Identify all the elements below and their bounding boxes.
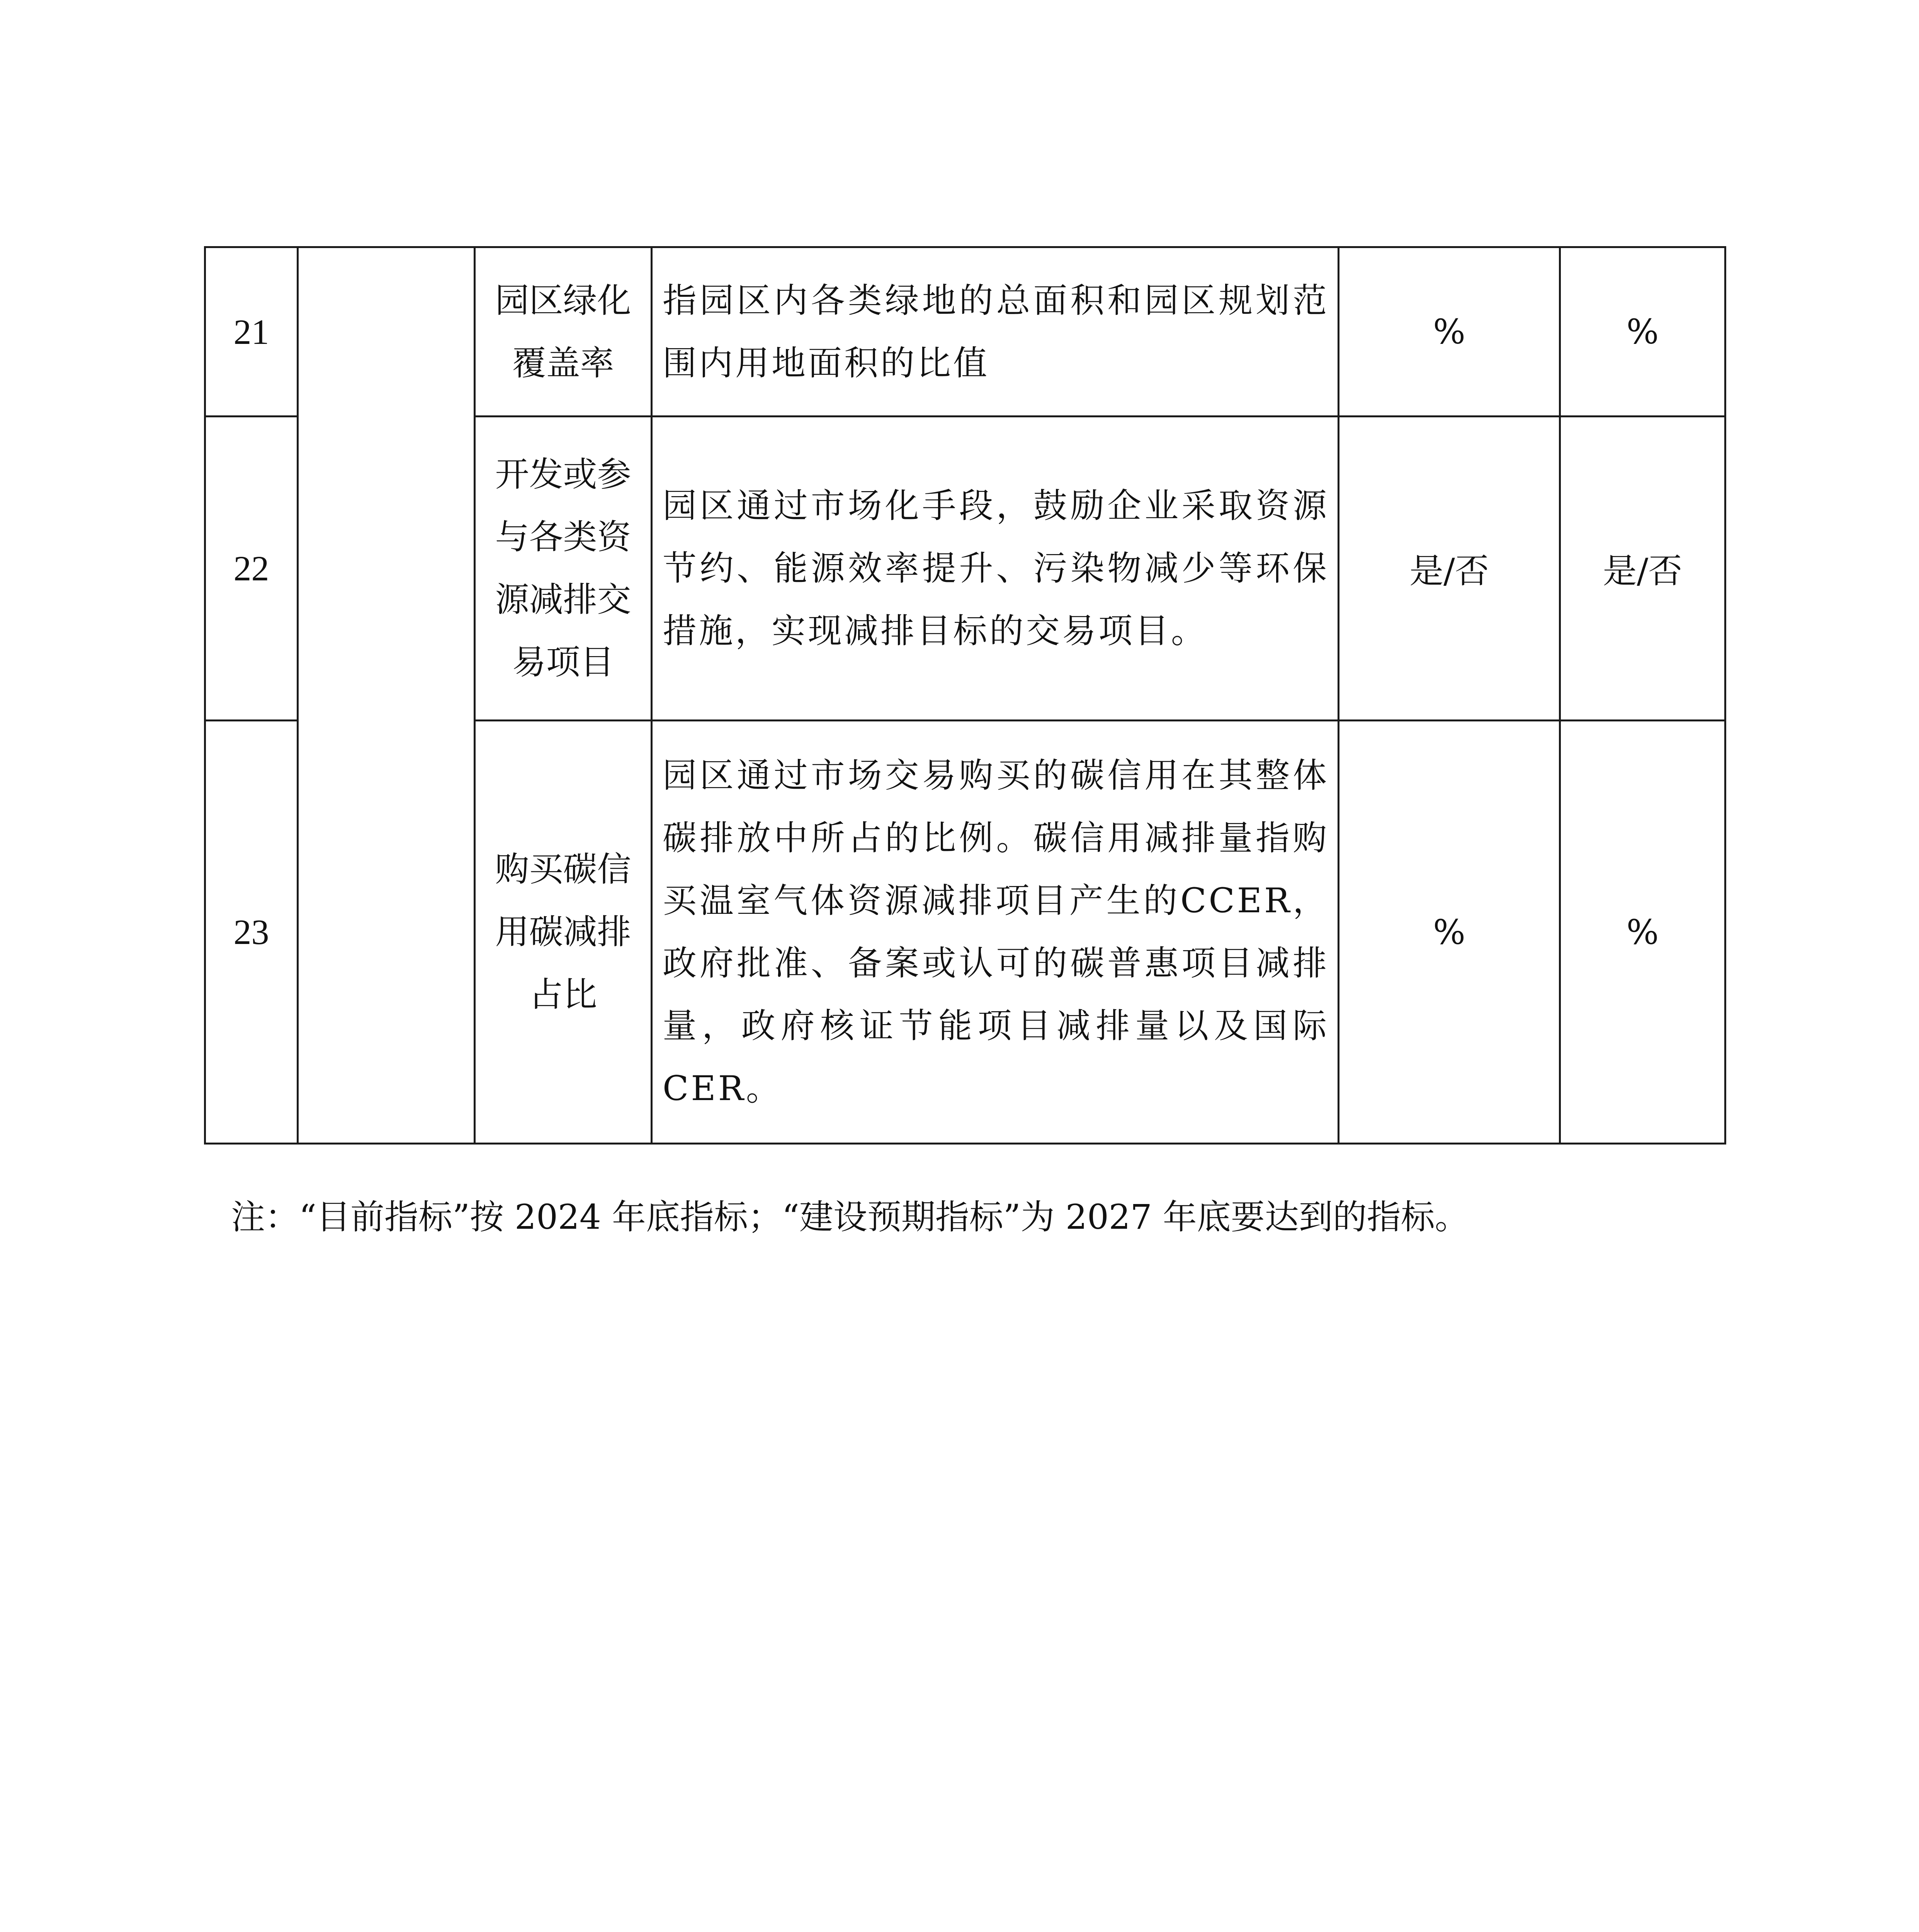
indicator-name: 园区绿化覆盖率 bbox=[495, 280, 631, 383]
expected-value: % bbox=[1626, 912, 1659, 952]
row-number-cell bbox=[205, 417, 298, 721]
indicator-description-cell bbox=[652, 721, 1339, 1144]
indicator-description-cell bbox=[652, 417, 1339, 721]
row-number: 23 bbox=[233, 912, 269, 952]
indicator-name-cell bbox=[475, 721, 652, 1144]
current-value: 是/否 bbox=[1409, 551, 1489, 591]
indicator-name-cell bbox=[475, 417, 652, 721]
current-value: % bbox=[1433, 912, 1465, 952]
indicator-name: 购买碳信用碳减排占比 bbox=[495, 849, 631, 1014]
indicator-name-cell bbox=[475, 247, 652, 417]
expected-value-cell bbox=[1560, 721, 1725, 1144]
row-number-cell bbox=[205, 721, 298, 1144]
expected-value: 是/否 bbox=[1603, 551, 1683, 591]
indicator-description: 指园区内各类绿地的总面积和园区规划范围内用地面积的比值 bbox=[663, 280, 1329, 383]
table-row bbox=[205, 247, 1725, 417]
expected-value-cell bbox=[1560, 417, 1725, 721]
row-number-cell bbox=[205, 247, 298, 417]
current-value-cell bbox=[1339, 417, 1560, 721]
indicator-description: 园区通过市场交易购买的碳信用在其整体碳排放中所占的比例。碳信用减排量指购买温室气体资源减排项目产生的CCER，政府批准、备案或认可的碳普惠项目减排量，政府核证节能项目减排量以及国际 CER。 bbox=[663, 755, 1329, 1108]
category-cell bbox=[298, 247, 475, 1144]
expected-value-cell bbox=[1560, 247, 1725, 417]
indicator-table bbox=[204, 246, 1726, 1145]
indicator-description-cell bbox=[652, 247, 1339, 417]
table-footnote: 注：“目前指标”按 2024 年底指标；“建设预期指标”为 2027 年底要达到的指标。 bbox=[231, 1197, 1469, 1237]
row-number: 21 bbox=[233, 312, 269, 352]
indicator-description: 园区通过市场化手段，鼓励企业采取资源节约、能源效率提升、污染物减少等环保措施，实现减排目标的交易项目。 bbox=[663, 486, 1329, 651]
row-number: 22 bbox=[233, 549, 269, 588]
current-value-cell bbox=[1339, 721, 1560, 1144]
expected-value: % bbox=[1626, 312, 1659, 352]
current-value: % bbox=[1433, 312, 1465, 352]
indicator-name: 开发或参与各类资源减排交易项目 bbox=[495, 454, 631, 682]
current-value-cell bbox=[1339, 247, 1560, 417]
